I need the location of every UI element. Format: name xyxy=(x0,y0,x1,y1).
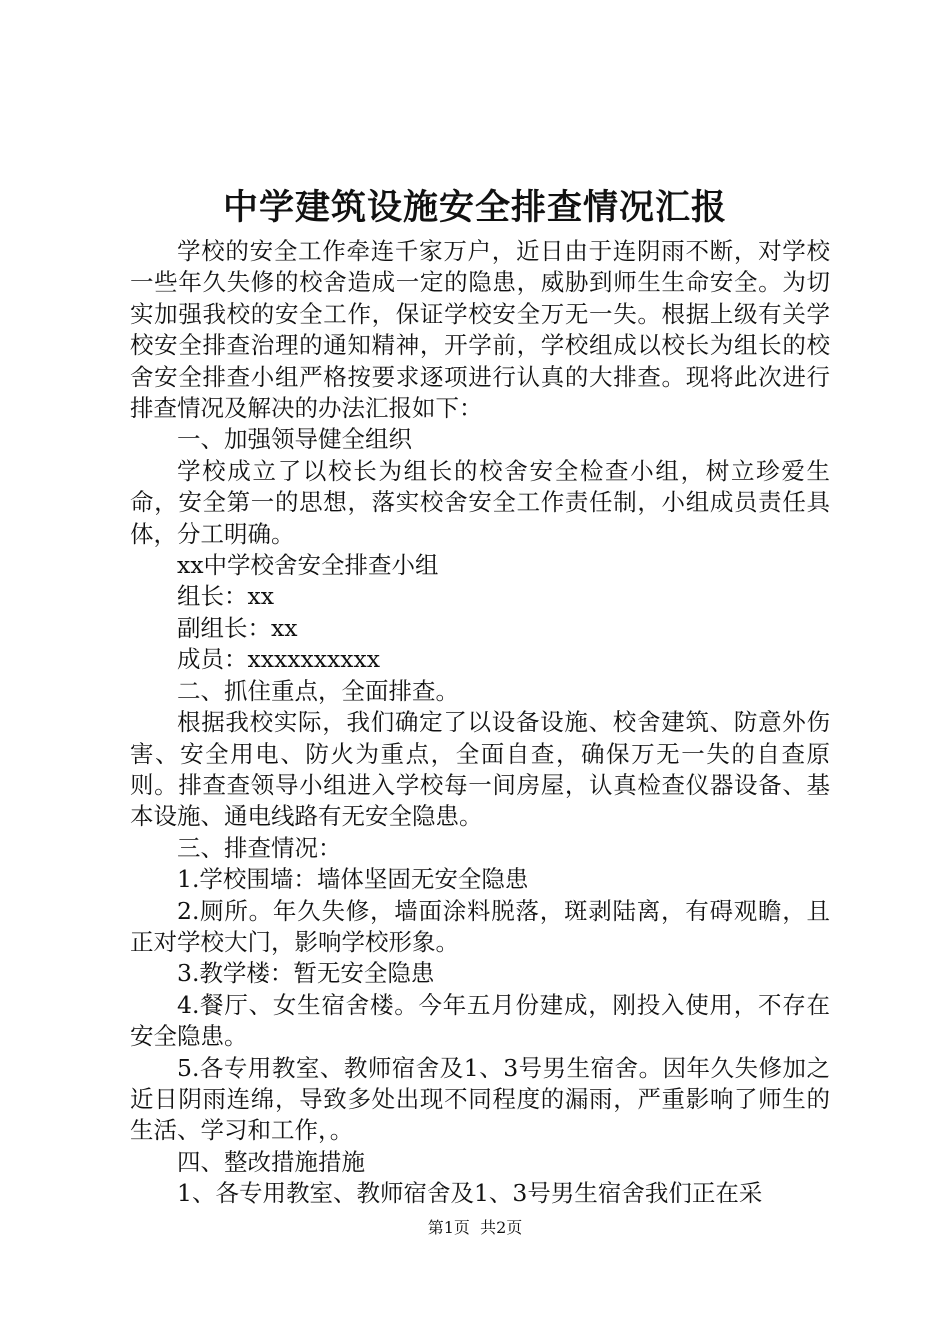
section-heading-2: 二、抓住重点，全面排查。 xyxy=(177,676,459,705)
team-deputy-line: 副组长：xx xyxy=(177,613,298,642)
measure-item-1: 1、各专用教室、教师宿舍及1、3号男生宿舍我们正在采 xyxy=(177,1179,763,1208)
finding-item-2: 2.厕所。年久失修，墙面涂料脱落，斑剥陆离，有碍观瞻，且正对学校大门，影响学校形象。 xyxy=(130,896,830,956)
section-2-paragraph: 根据我校实际，我们确定了以设备设施、校舍建筑、防意外伤害、安全用电、防火为重点，全面自查，确保万无一失的自查原则。排查查领导小组进入学校每一间房屋，认真检查仪器设备、基本设施、通电线路有无安全隐患。 xyxy=(130,708,830,831)
section-heading-3: 三、排查情况： xyxy=(177,833,342,862)
team-members-line: 成员：xxxxxxxxxx xyxy=(177,645,381,674)
team-name-line: xx中学校舍安全排查小组 xyxy=(177,551,439,580)
document-body xyxy=(130,236,830,1210)
finding-item-1: 1.学校围墙：墙体坚固无安全隐患 xyxy=(177,865,529,894)
section-heading-4: 四、整改措施措施 xyxy=(177,1147,365,1176)
document-title: 中学建筑设施安全排查情况汇报 xyxy=(222,187,727,228)
section-heading-1: 一、加强领导健全组织 xyxy=(177,425,412,454)
section-1-paragraph: 学校成立了以校长为组长的校舍安全检查小组，树立珍爱生命，安全第一的思想，落实校舍安全工作责任制，小组成员责任具体，分工明确。 xyxy=(130,456,830,548)
finding-item-5: 5.各专用教室、教师宿舍及1、3号男生宿舍。因年久失修加之近日阴雨连绵，导致多处出现不同程度的漏雨，严重影响了师生的生活、学习和工作，。 xyxy=(130,1053,830,1145)
finding-item-4: 4.餐厅、女生宿舍楼。今年五月份建成，刚投入使用，不存在安全隐患。 xyxy=(130,990,830,1051)
team-leader-line: 组长：xx xyxy=(177,582,275,611)
intro-paragraph: 学校的安全工作牵连千家万户，近日由于连阴雨不断，对学校一些年久失修的校舍造成一定的隐患，威胁到师生生命安全。为切实加强我校的安全工作，保证学校安全万无一失。根据上级有关学校安全排查治理的通知精神，开学前，学校组成以校长为组长的校舍安全排查小组严格按要求逐项进行认真的大排查。现将此次进行排查情况及解决的办法汇报如下： xyxy=(130,237,830,423)
page-footer: 第1页 共2页 xyxy=(427,1218,523,1237)
finding-item-3: 3.教学楼：暂无安全隐患 xyxy=(177,959,435,988)
